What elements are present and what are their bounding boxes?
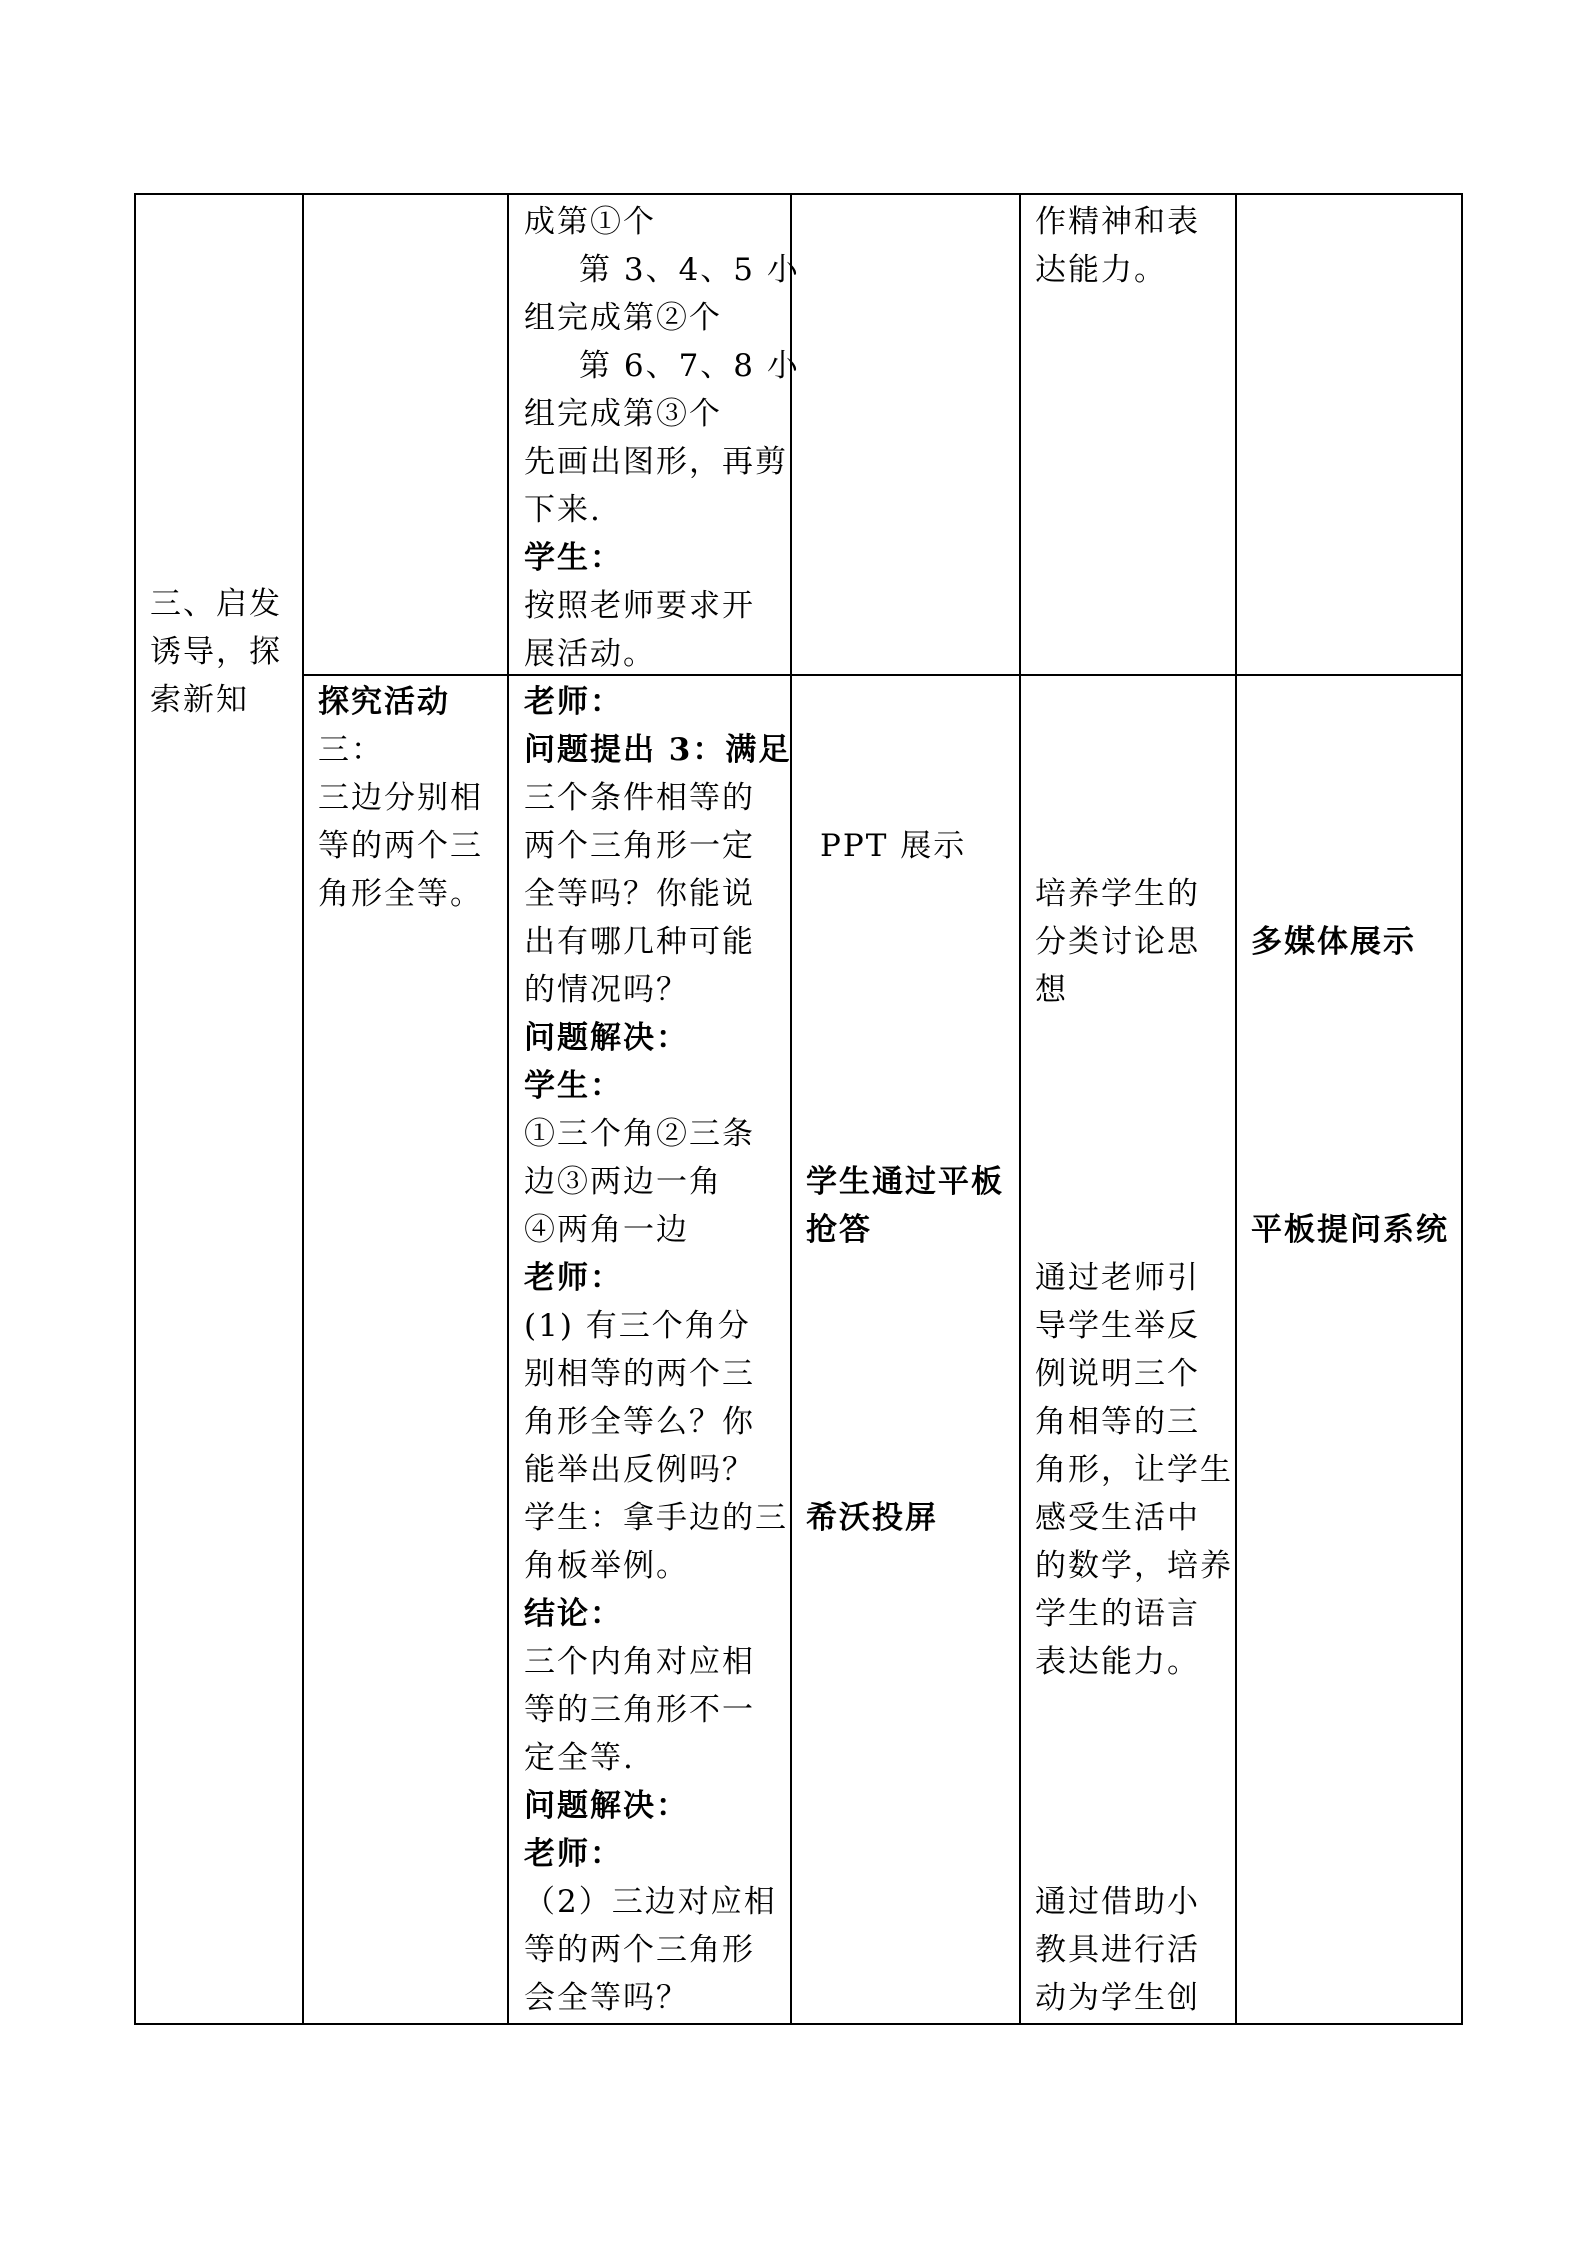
text-line: 第 6、7、8 小 [579,348,800,384]
table-bottom-border [134,2023,1463,2025]
text-line: 别相等的两个三 [524,1356,755,1392]
conclusion-label: 结论： [524,1596,623,1632]
section-label-line: 三、启发 [150,586,282,622]
text-line: 全等吗？你能说 [524,876,755,912]
media-item: 抢答 [806,1212,872,1248]
row-divider [302,674,1463,676]
text-line: (1) 有三个角分 [524,1308,751,1344]
text-line: 角板举例。 [524,1548,689,1584]
text-line: 的数学，培养 [1035,1548,1233,1584]
role-label: 学生： [524,540,623,576]
text-line: 作精神和表 [1035,204,1200,240]
tool-item: 多媒体展示 [1251,924,1416,960]
text-line: 边③两边一角 [524,1164,722,1200]
text-line: 例说明三个 [1035,1356,1200,1392]
text-line: 培养学生的 [1035,876,1200,912]
text-line: 第 3、4、5 小 [579,252,800,288]
text-line: 等的两个三角形 [524,1932,755,1968]
media-item: 希沃投屏 [806,1500,938,1536]
role-label: 老师： [524,1260,623,1296]
text-line: ④两角一边 [524,1212,689,1248]
question-heading: 问题提出 3：满足 [524,732,792,768]
text-line: 角相等的三 [1035,1404,1200,1440]
role-label: 学生： [524,1068,623,1104]
text-line: 组完成第②个 [524,300,722,336]
text-line: （2）三边对应相 [524,1884,777,1920]
text-line: 通过借助小 [1035,1884,1200,1920]
text-line: 定全等. [524,1740,635,1776]
text-line: 下来. [524,492,602,528]
text-line: 的情况吗？ [524,972,689,1008]
text-line: 三： [318,732,384,768]
text-line: 展活动。 [524,636,656,672]
text-line: 表达能力。 [1035,1644,1200,1680]
text-line: 成第①个 [524,204,656,240]
section-label-line: 诱导，探 [150,634,282,670]
text-line: 学生的语言 [1035,1596,1200,1632]
text-line: 分类讨论思 [1035,924,1200,960]
text-line: 学生：拿手边的三 [524,1500,788,1536]
role-label: 老师： [524,684,623,720]
text-line: 动为学生创 [1035,1980,1200,2016]
text-line: 感受生活中 [1035,1500,1200,1536]
text-line: 两个三角形一定 [524,828,755,864]
column-divider [790,193,792,2025]
table-right-border [1461,193,1463,2025]
table-left-border [134,193,136,2025]
text-line: 通过老师引 [1035,1260,1200,1296]
text-line: 组完成第③个 [524,396,722,432]
column-divider [507,193,509,2025]
media-item: PPT 展示 [820,828,967,864]
text-line: 角形全等么？你 [524,1404,755,1440]
text-line: 教具进行活 [1035,1932,1200,1968]
text-line: 三个内角对应相 [524,1644,755,1680]
column-divider [302,193,304,2025]
text-line: 想 [1035,972,1068,1008]
text-line: 先画出图形，再剪 [524,444,788,480]
text-line: 按照老师要求开 [524,588,755,624]
text-line: 导学生举反 [1035,1308,1200,1344]
activity-title: 探究活动 [318,684,450,720]
text-line: 等的三角形不一 [524,1692,755,1728]
media-item: 学生通过平板 [806,1164,1004,1200]
text-line: 出有哪几种可能 [524,924,755,960]
section-label-line: 索新知 [150,682,249,718]
text-line: 等的两个三 [318,828,483,864]
role-label: 老师： [524,1836,623,1872]
text-line: 能举出反例吗？ [524,1452,755,1488]
text-line: 角形，让学生 [1035,1452,1233,1488]
text-line: 达能力。 [1035,252,1167,288]
text-line: 角形全等。 [318,876,483,912]
tool-item: 平板提问系统 [1251,1212,1449,1248]
text-line: 三个条件相等的 [524,780,755,816]
text-line: 三边分别相 [318,780,483,816]
column-divider [1235,193,1237,2025]
column-divider [1019,193,1021,2025]
text-line: ①三个角②三条 [524,1116,755,1152]
section-heading: 问题解决： [524,1788,689,1824]
section-heading: 问题解决： [524,1020,689,1056]
table-top-border [134,193,1463,195]
text-line: 会全等吗？ [524,1980,689,2016]
